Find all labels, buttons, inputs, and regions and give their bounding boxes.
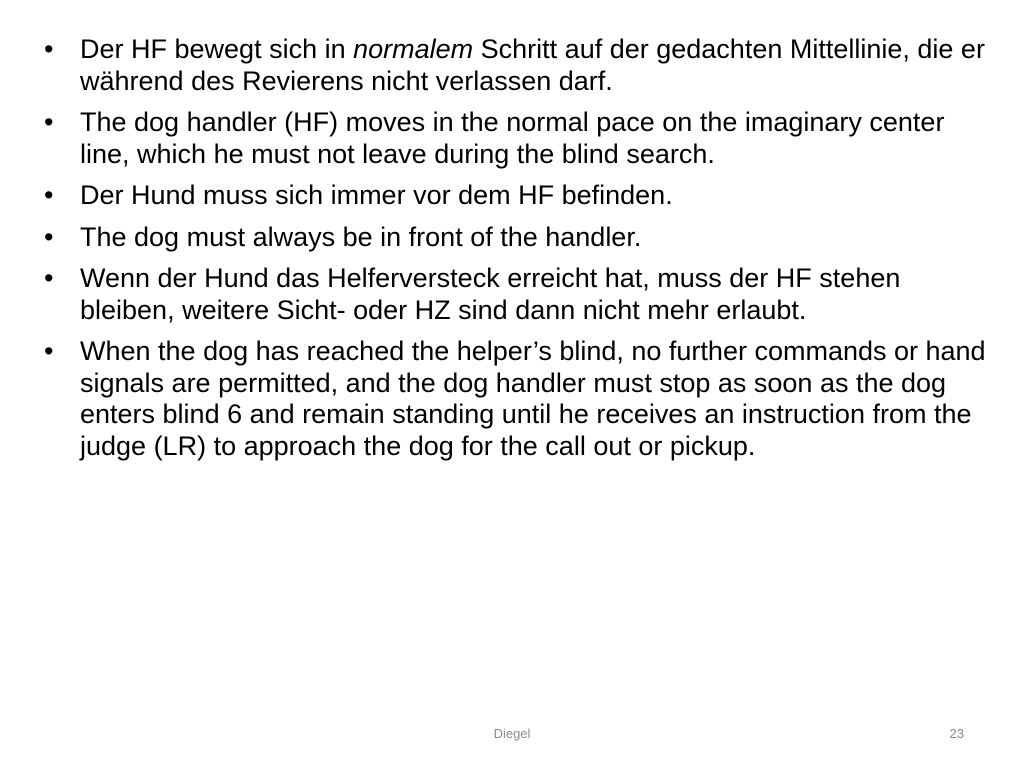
bullet-marker: • (44, 180, 54, 210)
bullet-item (40, 222, 990, 254)
footer-author: Diegel (493, 726, 531, 741)
bullet-text: Der Hund muss sich immer vor dem HF befinden. (80, 180, 673, 210)
bullet-item (40, 180, 990, 212)
bullet-text-emphasis: normalem (353, 34, 474, 64)
bullet-text-pre: Der HF bewegt sich in (80, 34, 354, 64)
bullet-text (80, 34, 990, 97)
bullet-item (40, 34, 990, 97)
footer-page-number: 23 (949, 726, 964, 741)
bullet-text: Wenn der Hund das Helferversteck erreicht hat, muss der HF stehen bleiben, weitere Sicht- oder HZ sind dann nicht mehr erlaubt. (80, 263, 901, 325)
bullet-marker: • (44, 107, 54, 137)
bullet-text: The dog must always be in front of the handler. (80, 221, 642, 252)
bullet-text: The dog handler (HF) moves in the normal pace on the imaginary center line, which he must not leave during the blind search. (80, 107, 945, 169)
bullet-marker: • (44, 263, 54, 293)
bullet-marker: • (44, 221, 54, 252)
bullet-item (40, 263, 990, 326)
bullet-text-post: Schritt auf der gedachten Mittellinie, die er während des Revierens nicht verlassen darf. (80, 34, 985, 96)
bullet-text: When the dog has reached the helper’s blind, no further commands or hand signals are permitted, and the dog handler must stop as soon as the dog enters blind 6 and remain standing until he receives an instruction from the judge (LR) to approach the dog for the call out or pickup. (80, 336, 986, 461)
bullet-list (40, 34, 990, 472)
bullet-marker: • (44, 34, 54, 64)
bullet-marker: • (44, 336, 54, 366)
bullet-item (40, 336, 990, 462)
bullet-item (40, 107, 990, 170)
